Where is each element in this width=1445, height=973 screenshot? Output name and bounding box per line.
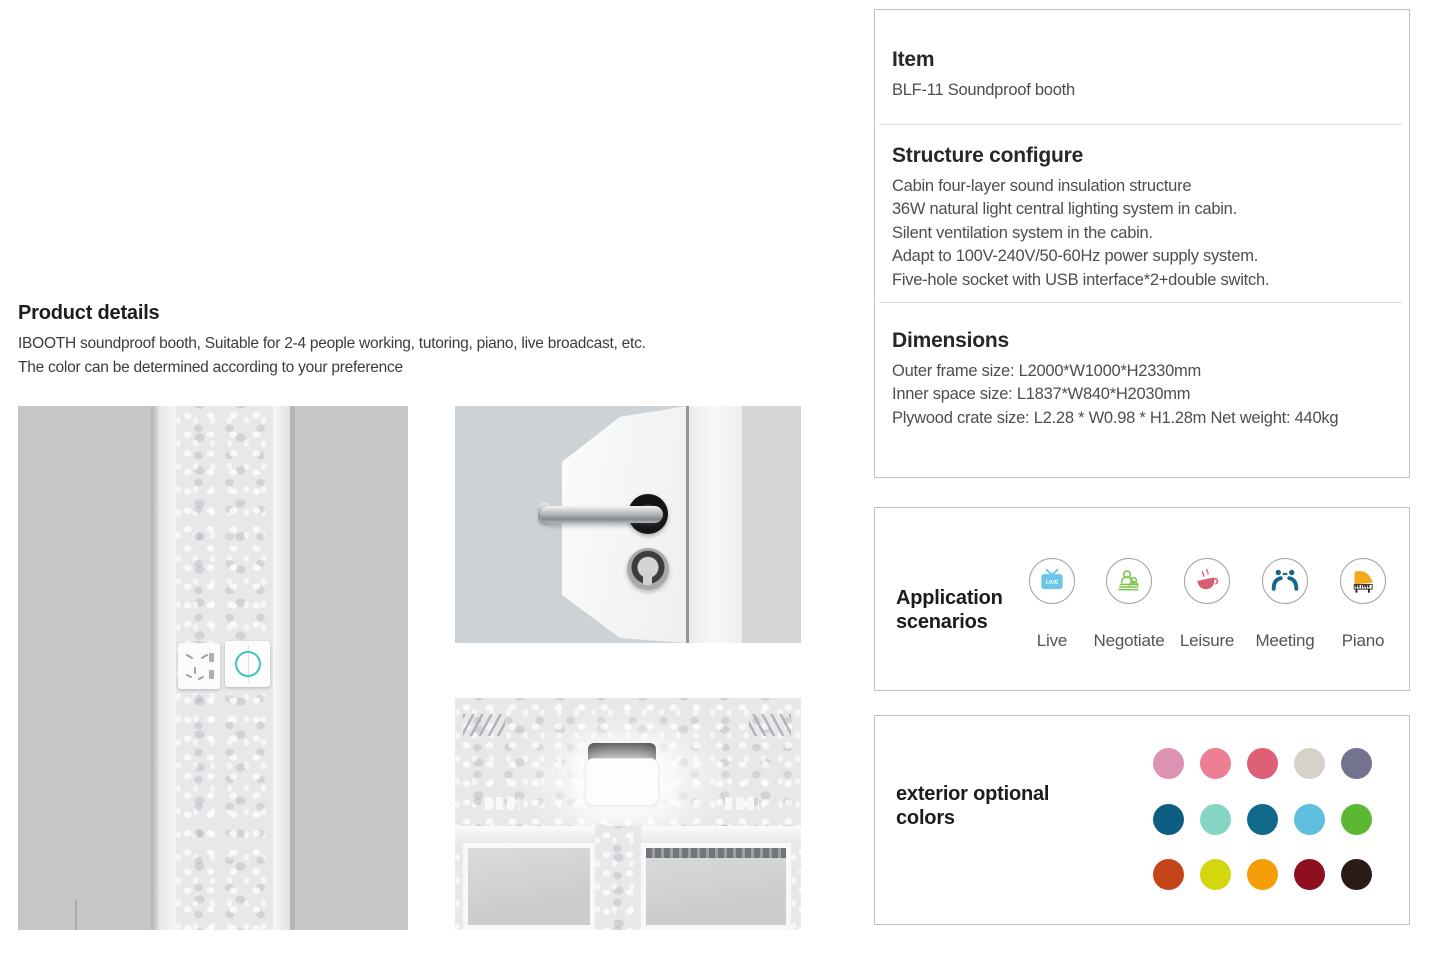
color-swatch — [1247, 859, 1278, 890]
application-scenarios-box — [874, 507, 1410, 691]
item-heading: Item — [892, 48, 935, 71]
dimensions-line: Plywood crate size: L2.28 * W0.98 * H1.28m Net weight: 440kg — [892, 408, 1339, 427]
scenario-label: Piano — [1341, 631, 1385, 650]
felt-edge — [791, 843, 801, 930]
vent-grille — [646, 848, 786, 858]
coffee-cup-icon — [1191, 565, 1223, 597]
color-swatch — [1341, 804, 1372, 835]
white-frame-strip — [158, 406, 176, 930]
divider — [879, 302, 1402, 303]
felt-edge — [455, 843, 463, 930]
booth-upper-walls — [455, 826, 801, 930]
meeting-people-icon — [1268, 564, 1302, 598]
color-swatch — [1294, 859, 1325, 890]
color-swatch — [1247, 804, 1278, 835]
item-value: BLF-11 Soundproof booth — [892, 81, 1075, 99]
structure-line: Cabin four-layer sound insulation structure — [892, 177, 1192, 195]
felt-column — [595, 826, 641, 930]
color-swatch — [1247, 748, 1278, 779]
scenario-label: Negotiate — [1093, 631, 1165, 650]
dimensions-line: Outer frame size: L2000*W1000*H2330mm — [892, 362, 1201, 380]
ceiling-light-photo — [455, 698, 801, 930]
lock-thumbturn — [643, 571, 652, 585]
door-frame-column — [689, 406, 742, 643]
color-swatch — [1153, 748, 1184, 779]
scenario-piano — [1340, 558, 1386, 604]
description-line: The color can be determined according to your preference — [18, 359, 403, 377]
color-swatch — [1200, 804, 1231, 835]
light-switch — [225, 641, 270, 687]
air-vent-icon — [749, 714, 791, 736]
air-vent-icon — [463, 714, 505, 736]
white-frame-strip — [273, 406, 290, 930]
live-tv-icon — [1037, 566, 1067, 596]
switch-teal-ring — [235, 651, 261, 677]
scenario-label: Live — [1036, 631, 1068, 650]
negotiation-people-icon — [1113, 565, 1145, 597]
scenario-negotiate — [1106, 558, 1152, 604]
vent-slots — [485, 797, 519, 810]
description-line: IBOOTH soundproof booth, Suitable for 2-4 people working, tutoring, piano, live broadcast, etc. — [18, 335, 646, 352]
scenario-meeting — [1262, 558, 1308, 604]
color-swatch — [1153, 804, 1184, 835]
exterior-colors-box — [874, 715, 1410, 925]
scenario-leisure — [1184, 558, 1230, 604]
glass-panel-left — [463, 843, 595, 930]
svg-text:LIVE: LIVE — [1045, 580, 1059, 587]
wall-gray-panel-left — [18, 406, 151, 930]
scenario-label: Meeting — [1255, 631, 1315, 650]
exterior-colors-heading: exterior optional colors — [896, 783, 1050, 829]
wall-column — [742, 406, 801, 643]
vent-slots — [725, 797, 759, 810]
color-swatch-grid — [1153, 748, 1372, 890]
structure-line: 36W natural light central lighting system in cabin. — [892, 200, 1237, 219]
door-lever-handle — [540, 506, 663, 523]
panel-seam — [151, 406, 158, 930]
dimensions-lines — [892, 360, 1338, 430]
scenario-live — [1029, 558, 1075, 604]
structure-heading: Structure configure — [892, 144, 1084, 167]
product-details-title: Product details — [18, 302, 160, 324]
structure-line: Silent ventilation system in the cabin. — [892, 223, 1153, 242]
socket-holes-icon — [178, 643, 220, 689]
color-swatch — [1341, 748, 1372, 779]
door-handle-photo — [455, 406, 801, 643]
structure-line: Adapt to 100V-240V/50-60Hz power supply system. — [892, 247, 1259, 266]
color-swatch — [1200, 859, 1231, 890]
product-details-description — [18, 332, 646, 381]
wall-panel-photo — [18, 406, 408, 930]
structure-lines — [892, 175, 1269, 292]
glass-panel-right — [641, 843, 791, 930]
dimensions-line: Inner space size: L1837*W840*H2030mm — [892, 385, 1191, 404]
color-swatch — [1341, 859, 1372, 890]
power-socket — [178, 643, 220, 689]
structure-line: Five-hole socket with USB interface*2+double switch. — [892, 270, 1270, 289]
panel-seam — [75, 900, 77, 930]
color-swatch — [1294, 748, 1325, 779]
dimensions-heading: Dimensions — [892, 329, 1010, 352]
divider — [879, 124, 1402, 125]
grand-piano-icon — [1346, 564, 1380, 598]
color-swatch — [1294, 804, 1325, 835]
application-scenarios-heading: Application scenarios — [896, 587, 1003, 633]
color-swatch — [1153, 859, 1184, 890]
light-fixture-panel — [585, 758, 659, 806]
color-swatch — [1200, 748, 1231, 779]
scenario-label: Leisure — [1179, 631, 1235, 650]
wall-gray-panel-right — [295, 406, 408, 930]
specs-box — [874, 9, 1410, 478]
